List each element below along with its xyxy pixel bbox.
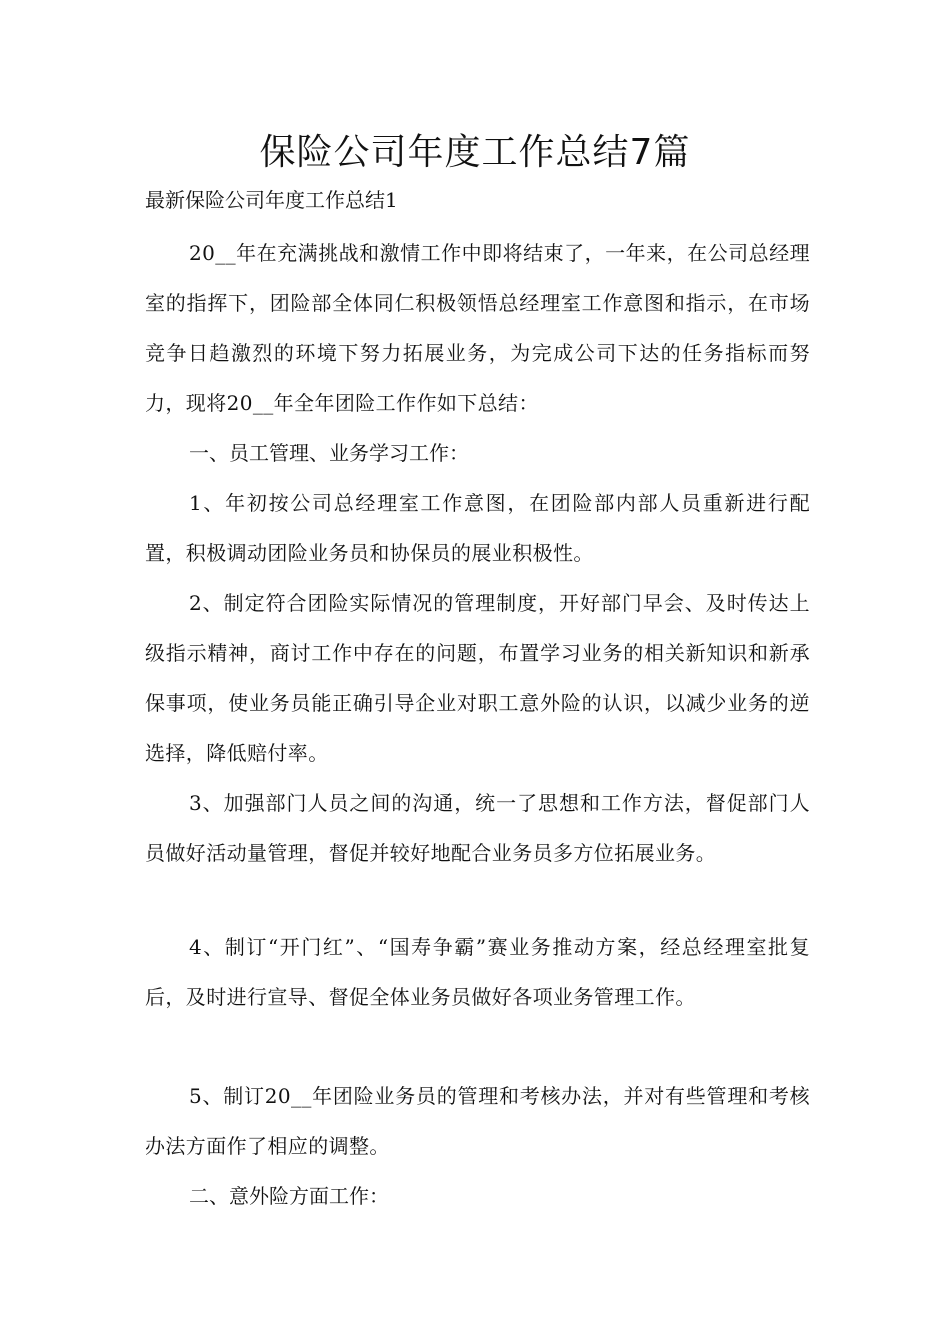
section-heading-1: 一、员工管理、业务学习工作： [189,441,469,465]
list-item-5: 5、制订20__年团险业务员的管理和考核办法，并对有些管理和考核办法方面作了相应的调整。 [145,1084,810,1158]
list-item-2: 2、制定符合团险实际情况的管理制度，开好部门早会、及时传达上级指示精神，商讨工作中存在的问题，布置学习业务的相关新知识和新承保事项，使业务员能正确引导企业对职工意外险的认识，以减少业务的逆选择，降低赔付率。 [145,591,810,765]
section-heading-2: 二、意外险方面工作： [189,1184,389,1208]
document-subtitle: 最新保险公司年度工作总结1 [145,188,398,212]
intro-paragraph: 20__年在充满挑战和激情工作中即将结束了，一年来，在公司总经理室的指挥下，团险部全体同仁积极领悟总经理室工作意图和指示，在市场竞争日趋激烈的环境下努力拓展业务，为完成公司下达的任务指标而努力，现将20__年全年团险工作作如下总结： [145,241,810,415]
list-item-4: 4、制订“开门红”、“国寿争霸”赛业务推动方案，经总经理室批复后，及时进行宣导、督促全体业务员做好各项业务管理工作。 [145,935,810,1009]
list-item-1: 1、年初按公司总经理室工作意图，在团险部内部人员重新进行配置，积极调动团险业务员和协保员的展业积极性。 [145,491,810,565]
list-item-3: 3、加强部门人员之间的沟通，统一了思想和工作方法，督促部门人员做好活动量管理，督促并较好地配合业务员多方位拓展业务。 [145,791,810,865]
document-title: 保险公司年度工作总结7篇 [259,132,691,173]
